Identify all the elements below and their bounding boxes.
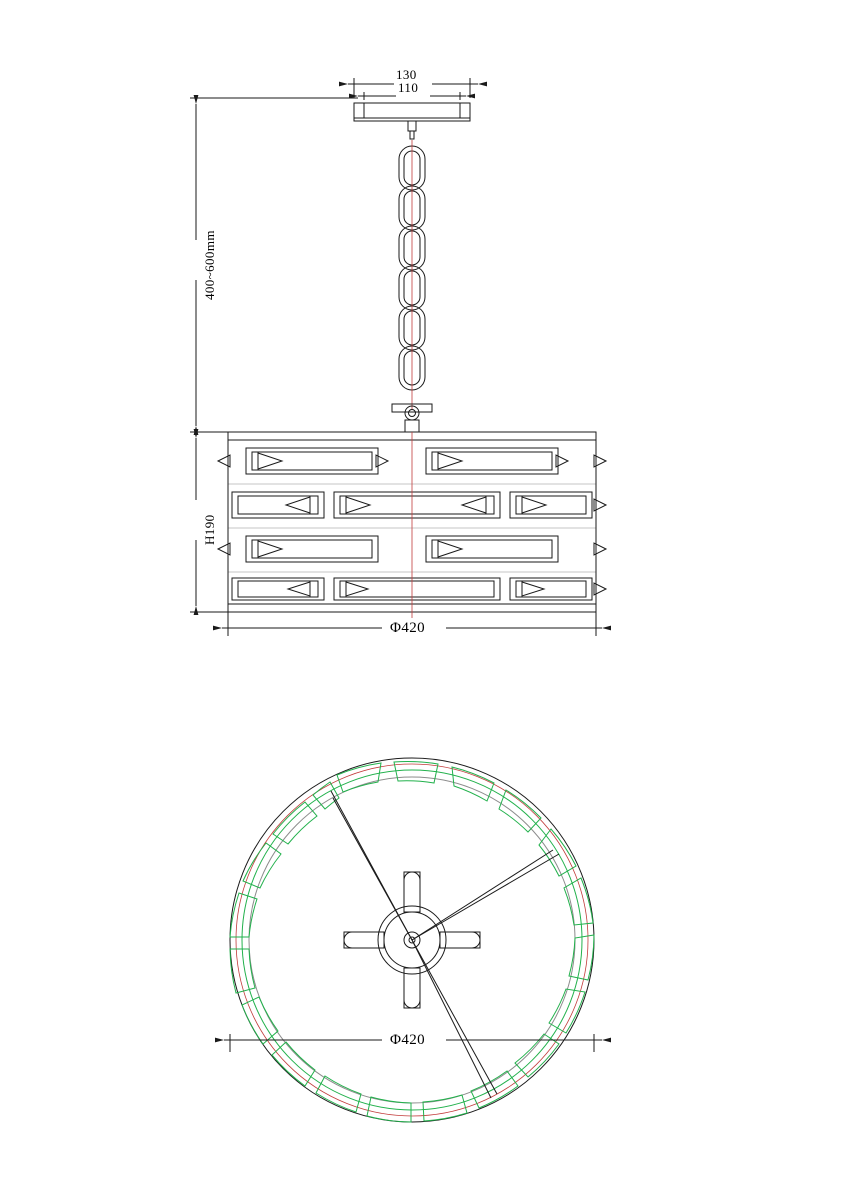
plan-spokes	[331, 791, 559, 1098]
dim-label-shade-height: H190	[202, 514, 217, 545]
front-view-group	[190, 78, 606, 636]
shade-slat-row-4	[232, 578, 606, 600]
lamp-shade-front	[218, 432, 606, 618]
suspension-chain	[399, 140, 425, 410]
dim-label-canopy-inner: 110	[398, 80, 419, 95]
dim-label-suspension-height: 400~600mm	[202, 230, 217, 300]
plan-slat-segments	[230, 761, 594, 1122]
dim-label-canopy-outer: 130	[396, 67, 417, 82]
shade-slat-row-2	[232, 492, 606, 518]
dim-label-shade-diameter: Φ420	[390, 620, 426, 636]
dim-label-plan-diameter: Φ420	[390, 1032, 426, 1048]
ceiling-canopy	[354, 103, 470, 139]
plan-view-group	[224, 758, 602, 1122]
